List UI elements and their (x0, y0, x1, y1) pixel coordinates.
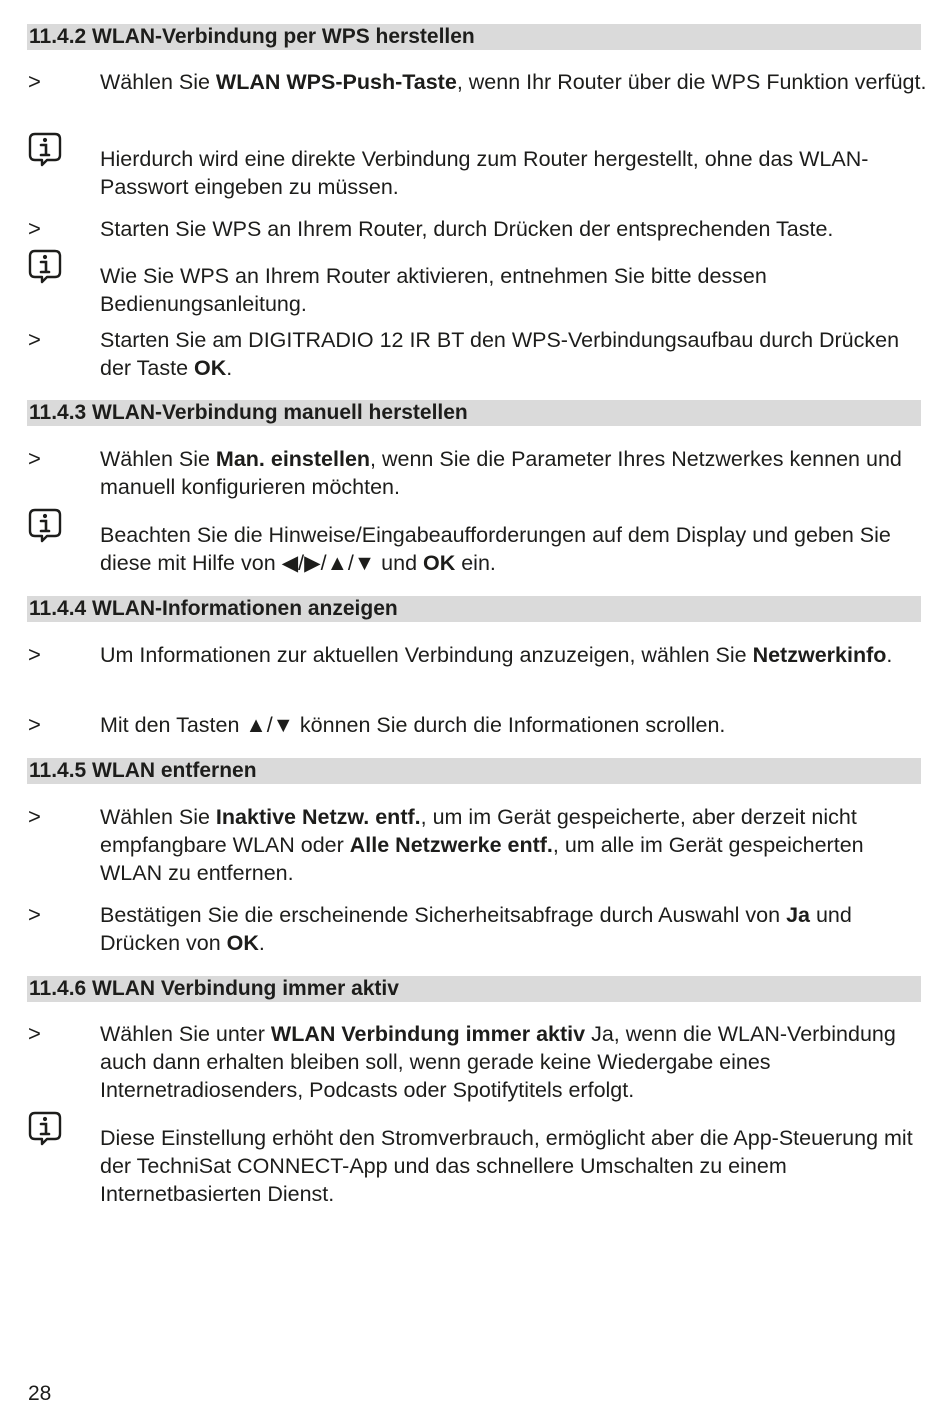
text-run: , um im Gerät gespeicherte, aber derzeit nicht empfangbare WLAN oder (100, 805, 857, 857)
section-heading-wps: 11.4.2 WLAN-Verbindung per WPS herstellen (27, 24, 921, 50)
step-marker: > (28, 804, 41, 829)
text-run: . (258, 931, 265, 955)
step-text (100, 711, 930, 739)
bold-term: WLAN Verbindung immer aktiv (270, 1022, 586, 1046)
bold-term: Netzwerkinfo (752, 643, 887, 667)
text-run: Mit den Tasten ▲/▼ können Sie durch die Informationen scrollen. (100, 713, 726, 737)
info-text (100, 1124, 930, 1208)
section-heading-always-active: 11.4.6 WLAN Verbindung immer aktiv (27, 976, 921, 1002)
bold-term: WLAN WPS-Push-Taste (215, 70, 457, 94)
info-text (100, 521, 930, 577)
info-icon (27, 507, 63, 543)
bold-term: OK (226, 931, 259, 955)
text-run: Wählen Sie (100, 447, 216, 471)
text-run: Um Informationen zur aktuellen Verbindung anzuzeigen, wählen Sie (100, 643, 753, 667)
info-text (100, 145, 930, 201)
bold-term: Alle Netzwerke entf. (349, 833, 553, 857)
info-icon (27, 131, 63, 167)
bold-term: OK (194, 356, 227, 380)
text-run: , wenn Sie die Parameter Ihres Netzwerkes kennen und manuell konfigurieren möchten. (100, 447, 902, 499)
bold-term: Ja (786, 903, 810, 927)
step-marker: > (28, 216, 41, 241)
step-marker: > (28, 327, 41, 352)
text-run: Starten Sie am DIGITRADIO 12 IR BT den WPS-Verbindungsaufbau durch Drücken der Taste (100, 328, 900, 380)
step-marker: > (28, 642, 41, 667)
text-run: und Drücken von (100, 903, 852, 955)
text-run: Starten Sie WPS an Ihrem Router, durch Drücken der entsprechenden Taste. (100, 217, 834, 241)
text-run: Hierdurch wird eine direkte Verbindung zum Router hergestellt, ohne das WLAN-Passwort eingeben zu müssen. (100, 147, 869, 199)
step-text (100, 901, 930, 957)
text-run: . (226, 356, 233, 380)
text-run: Diese Einstellung erhöht den Stromverbrauch, ermöglicht aber die App-Steuerung mit der TechniSat CONNECT-App und das schnellere Umschalten zu einem Internetbasierten Dienst. (100, 1126, 913, 1206)
step-text (100, 1020, 930, 1104)
step-marker: > (28, 446, 41, 471)
text-run: Ja, wenn die WLAN-Verbindung auch dann erhalten bleiben soll, wenn gerade keine Wiedergabe eines Internetradiosenders, Podcasts oder Spotifytitels erfolgt. (100, 1022, 896, 1102)
text-run: Bestätigen Sie die erscheinende Sicherheitsabfrage durch Auswahl von (100, 903, 787, 927)
text-run: . (886, 643, 893, 667)
bold-term: OK (423, 551, 456, 575)
section-heading-remove: 11.4.5 WLAN entfernen (27, 758, 921, 784)
text-run: Wählen Sie (100, 70, 216, 94)
info-icon (27, 248, 63, 284)
text-run: ein. (455, 551, 496, 575)
section-heading-manual: 11.4.3 WLAN-Verbindung manuell herstellen (27, 400, 921, 426)
text-run: , wenn Ihr Router über die WPS Funktion verfügt. (456, 70, 927, 94)
step-text (100, 803, 930, 887)
bold-term: Inaktive Netzw. entf. (215, 805, 421, 829)
step-marker: > (28, 902, 41, 927)
info-text (100, 262, 930, 318)
text-run: Wählen Sie (100, 805, 216, 829)
step-text (100, 445, 930, 501)
step-text (100, 326, 930, 382)
page-number: 28 (28, 1382, 52, 1405)
text-run: Wählen Sie unter (100, 1022, 271, 1046)
text-run: Wie Sie WPS an Ihrem Router aktivieren, entnehmen Sie bitte dessen Bedienungsanleitung. (100, 264, 767, 316)
section-heading-info: 11.4.4 WLAN-Informationen anzeigen (27, 596, 921, 622)
step-text (100, 641, 930, 669)
info-icon (27, 1110, 63, 1146)
step-marker: > (28, 712, 41, 737)
text-run: , um alle im Gerät gespeicherten WLAN zu entfernen. (100, 833, 864, 885)
step-text (100, 215, 930, 243)
text-run: Beachten Sie die Hinweise/Eingabeaufforderungen auf dem Display und geben Sie diese mit Hilfe von ◀/▶/▲/▼ und (100, 523, 891, 575)
bold-term: Man. einstellen (215, 447, 371, 471)
step-text (100, 68, 930, 96)
step-marker: > (28, 1021, 41, 1046)
step-marker: > (28, 69, 41, 94)
